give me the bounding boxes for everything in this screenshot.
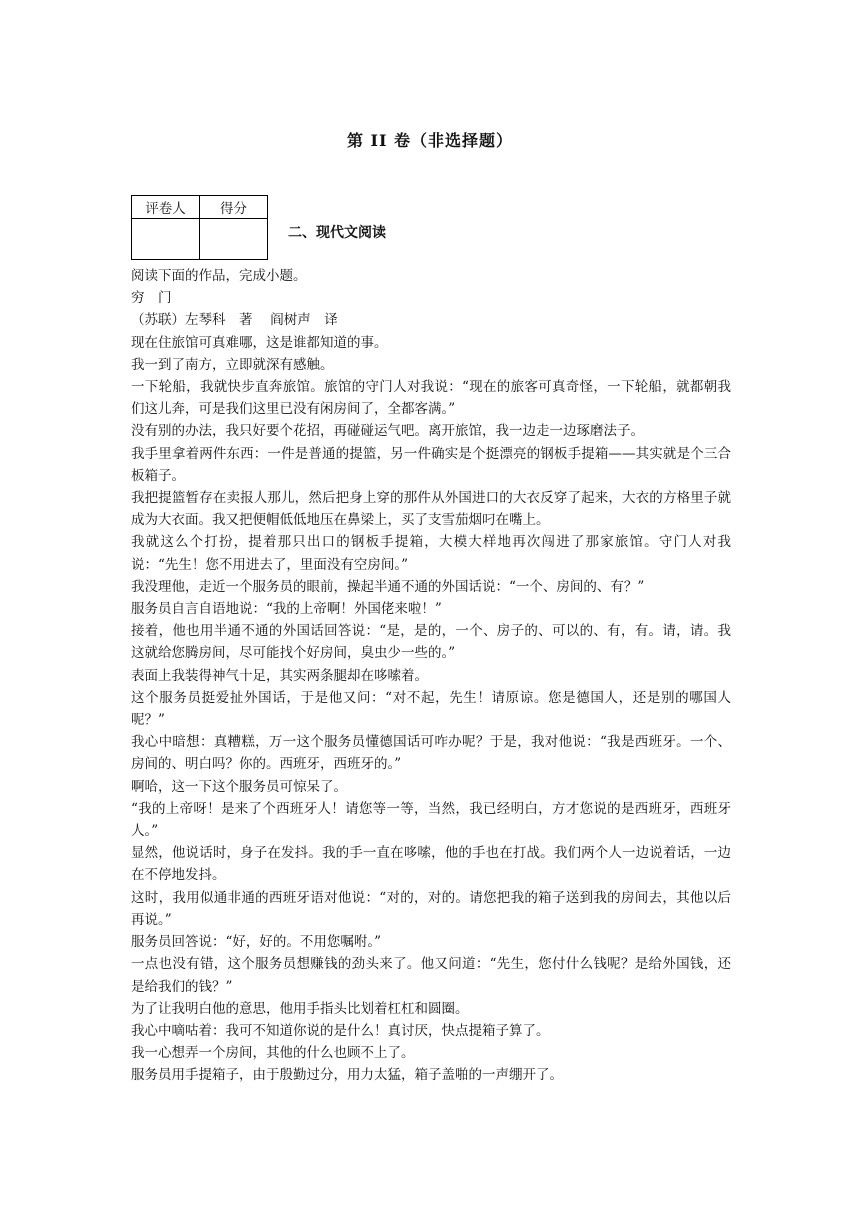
paragraph: 没有别的办法，我只好要个花招，再碰碰运气吧。离开旅馆，我一边走一边琢磨法子。 [131,423,644,440]
paragraph: “我的上帝呀！是来了个西班牙人！请您等一等，当然，我已经明白，方才您说的是西班牙，西班牙人。” [131,800,731,840]
paragraph: 表面上我装得神气十足，其实两条腿却在哆嗦着。 [131,667,428,684]
paragraph: 一下轮船，我就快步直奔旅馆。旅馆的守门人对我说：“现在的旅客可真奇怪，一下轮船，就都朝我们这儿奔，可是我们这里已没有闲房间了，全都客满。” [131,379,731,418]
score-table-score-cell [200,219,268,260]
score-table-header-reviewer: 评卷人 [132,196,200,219]
paragraph: 接着，他也用半通不通的外国话回答说：“是，是的，一个、房子的、可以的、有，有。请，请。我这就给您腾房间，尽可能找个好房间，臭虫少一些的。” [131,623,731,662]
paragraph: 我心中嘀咕着：我可不知道你说的是什么！真讨厌，快点提箱子算了。 [131,1022,550,1039]
page-title: 第 II 卷（非选择题） [346,131,514,150]
paragraph: 服务员用手提箱子，由于殷勤过分，用力太猛，箱子盖啪的一声绷开了。 [131,1067,563,1084]
passage-author: （苏联）左琴科 著 阎树声 译 [131,312,338,329]
paragraph: 我没理他，走近一个服务员的眼前，操起半通不通的外国话说：“一个、房间的、有？” [131,578,645,595]
paragraph: 我就这么个打扮，提着那只出口的钢板手提箱，大模大样地再次闯进了那家旅馆。守门人对我说：“先生！您不用进去了，里面没有空房间。” [131,534,731,573]
paragraph: 为了让我明白他的意思，他用手指头比划着杠杠和圆圈。 [131,1000,469,1017]
paragraph: 这时，我用似通非通的西班牙语对他说：“对的，对的。请您把我的箱子送到我的房间去，其他以后再说。” [131,889,731,928]
paragraph: 这个服务员挺爱扯外国话，于是他又问：“对不起，先生！请原谅。您是德国人，还是别的哪国人呢？” [131,689,731,729]
instruction: 阅读下面的作品，完成小题。 [131,268,307,284]
passage-title: 穷 门 [131,290,172,307]
paragraph: 我把提篮暂存在卖报人那儿，然后把身上穿的那件从外国进口的大衣反穿了起来，大衣的方格里子就成为大衣面。我又把便帽低低地压在鼻梁上，买了支雪茄烟叼在嘴上。 [131,490,731,529]
paragraph: 我一心想弄一个房间，其他的什么也顾不上了。 [131,1045,415,1062]
paragraph: 服务员回答说：“好，好的。不用您嘱咐。” [131,934,382,951]
score-table-reviewer-cell [132,219,200,260]
paragraph: 我一到了南方，立即就深有感触。 [131,356,334,373]
section-heading: 二、现代文阅读 [288,225,386,241]
paragraph: 现在住旅馆可真难哪，这是谁都知道的事。 [131,334,388,351]
reading-passage [131,265,731,1087]
paragraph: 我手里拿着两件东西：一件是普通的提篮，另一件确实是个挺漂亮的钢板手提箱——其实就是个三合板箱子。 [131,445,731,484]
paragraph: 我心中暗想：真糟糕，万一这个服务员懂德国话可咋办呢？于是，我对他说：“我是西班牙。一个、房间的、明白吗？你的。西班牙，西班牙的。” [131,734,731,773]
score-table-header-score: 得分 [200,196,268,219]
paragraph: 啊哈，这一下这个服务员可惊呆了。 [131,778,347,795]
score-table [131,195,268,260]
paragraph: 一点也没有错，这个服务员想赚钱的劲头来了。他又问道：“先生，您付什么钱呢？是给外国钱，还是给我们的钱？” [131,956,731,995]
paragraph: 服务员自言自语地说：“我的上帝啊！外国佬来啦！” [131,601,442,618]
paragraph: 显然，他说话时，身子在发抖。我的手一直在哆嗦，他的手也在打战。我们两个人一边说着话，一边在不停地发抖。 [131,845,731,884]
